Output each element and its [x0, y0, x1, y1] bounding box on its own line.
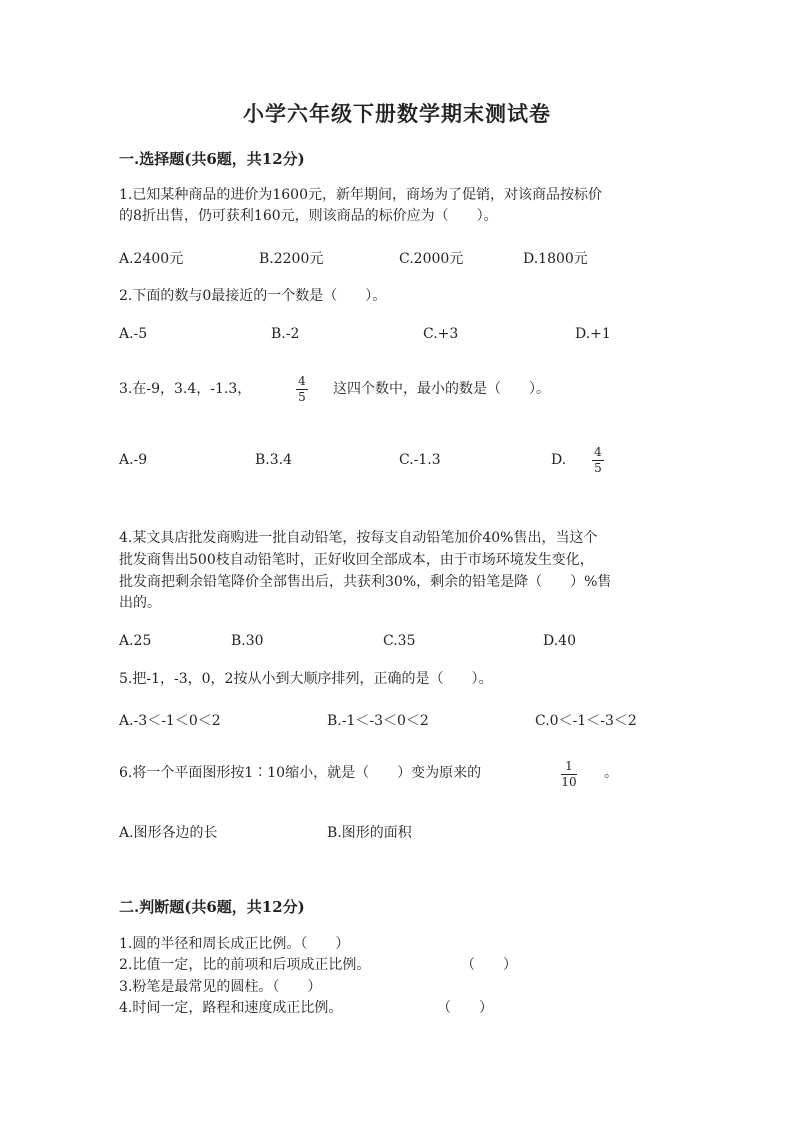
- page-title: 小学六年级下册数学期末测试卷: [243, 101, 551, 126]
- q2-option-b: B.-2: [271, 326, 300, 342]
- question-6-text-before: 6.将一个平面图形按1∶10缩小，就是（ ）变为原来的: [119, 765, 482, 781]
- q6-option-a: A.图形各边的长: [119, 825, 218, 841]
- q3-option-d: D.: [551, 452, 567, 468]
- q2-option-c: C.+3: [423, 326, 459, 342]
- fraction-denominator: 10: [561, 775, 577, 789]
- q3-option-a: A.-9: [119, 452, 148, 468]
- fraction-numerator: 1: [565, 759, 573, 773]
- q5-option-b: B.-1＜-3＜0＜2: [327, 713, 429, 729]
- judgment-item-2: 2.比值一定，比的前项和后项成正比例。: [119, 957, 371, 973]
- fraction-numerator: 4: [298, 374, 306, 388]
- q4-option-a: A.25: [119, 633, 152, 649]
- q4-option-b: B.30: [231, 633, 264, 649]
- question-4-line-3: 批发商把剩余铅笔降价全部售出后，共获利30%，剩余的铅笔是降（ ）%售: [119, 574, 612, 590]
- fraction-denominator: 5: [298, 390, 306, 404]
- question-4-line-4: 出的。: [119, 595, 161, 611]
- q1-option-d: D.1800元: [523, 251, 588, 267]
- q6-option-b: B.图形的面积: [327, 825, 412, 841]
- question-6-text-after: 。: [604, 765, 618, 781]
- q4-option-d: D.40: [543, 633, 576, 649]
- q5-option-c: C.0＜-1＜-3＜2: [535, 713, 637, 729]
- judgment-item-3: 3.粉笔是最常见的圆柱。（ ）: [119, 979, 322, 995]
- question-1-line-1: 1.已知某种商品的进价为1600元，新年期间，商场为了促销，对该商品按标价: [119, 187, 602, 203]
- q3-option-d-fraction: [592, 446, 604, 475]
- section-heading-choice: 一.选择题(共6题，共12分): [119, 150, 305, 168]
- question-6-fraction: [561, 760, 577, 789]
- question-4-line-2: 批发商售出500枝自动铅笔时，正好收回全部成本，由于市场环境发生变化，: [119, 552, 594, 568]
- section-heading-judgment: 二.判断题(共6题，共12分): [119, 898, 305, 916]
- q4-option-c: C.35: [383, 633, 416, 649]
- question-3-text-after: 这四个数中，最小的数是（ ）。: [333, 381, 550, 397]
- question-3-text-before: 3.在-9，3.4，-1.3，: [119, 381, 252, 397]
- question-4-line-1: 4.某文具店批发商购进一批自动铅笔，按每支自动铅笔加价40%售出，当这个: [119, 530, 598, 546]
- fraction-denominator: 5: [594, 461, 602, 475]
- question-2: 2.下面的数与0最接近的一个数是（ ）。: [119, 288, 387, 304]
- q2-option-d: D.+1: [575, 326, 611, 342]
- question-5: 5.把-1，-3，0，2按从小到大顺序排列，正确的是（ ）。: [119, 671, 493, 687]
- q1-option-c: C.2000元: [399, 251, 464, 267]
- judgment-item-2-paren: （ ）: [461, 957, 517, 973]
- question-3-fraction: [296, 375, 308, 404]
- judgment-item-4-paren: （ ）: [437, 1000, 493, 1016]
- q3-option-b: B.3.4: [255, 452, 293, 468]
- fraction-numerator: 4: [594, 445, 602, 459]
- q1-option-a: A.2400元: [119, 251, 184, 267]
- judgment-item-1: 1.圆的半径和周长成正比例。（ ）: [119, 936, 350, 952]
- q1-option-b: B.2200元: [259, 251, 324, 267]
- q5-option-a: A.-3＜-1＜0＜2: [119, 713, 221, 729]
- judgment-item-4: 4.时间一定，路程和速度成正比例。: [119, 1000, 343, 1016]
- q3-option-c: C.-1.3: [399, 452, 441, 468]
- q2-option-a: A.-5: [119, 326, 148, 342]
- question-1-line-2: 的8折出售，仍可获利160元，则该商品的标价应为（ ）。: [119, 208, 498, 224]
